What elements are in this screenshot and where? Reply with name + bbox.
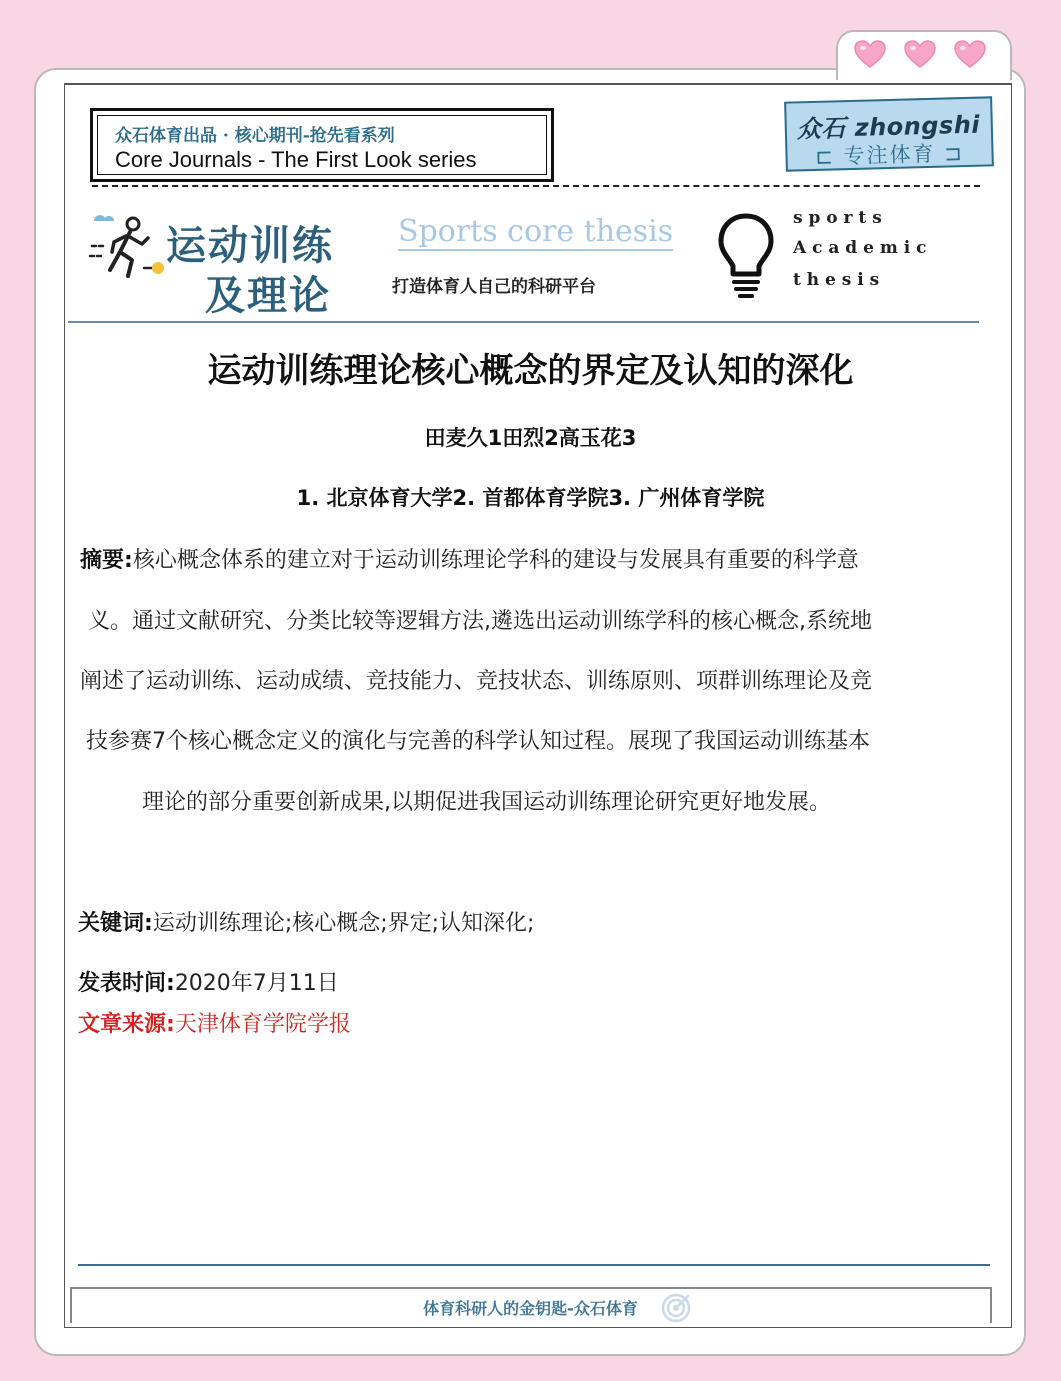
abstract-line-4: 技参赛7个核心概念定义的演化与完善的科学认知过程。展现了我国运动训练基本 (86, 729, 870, 754)
runner-icon (88, 206, 168, 286)
abstract-line-1 (80, 543, 859, 574)
abstract-line-3: 阐述了运动训练、运动成绩、竞技能力、竞技状态、训练原则、项群训练理论及竞 (80, 669, 873, 694)
date-row (78, 966, 339, 997)
dashed-divider (92, 185, 980, 187)
keywords-row (78, 906, 534, 937)
english-title: Sports core thesis (398, 214, 674, 249)
source-value: 天津体育学院学报 (174, 1012, 351, 1037)
series-title-en: Core Journals - The First Look series (115, 147, 477, 172)
abstract-text: 核心概念体系的建立对于运动训练理论学科的建设与发展具有重要的科学意 (132, 548, 859, 573)
date-value: 2020年7月11日 (174, 971, 339, 996)
logo-brand: 众石 zhongshi (796, 110, 981, 144)
lightbulb-icon (716, 212, 776, 300)
side-text-academic: A c a d e m i c (793, 238, 927, 258)
heart-icon (954, 40, 986, 68)
article-title: 运动训练理论核心概念的界定及认知的深化 (207, 351, 854, 391)
source-label: 文章来源: (78, 1012, 175, 1037)
abstract-line-5: 理论的部分重要创新成果,以期促进我国运动训练理论研究更好地发展。 (142, 790, 831, 815)
target-icon (660, 1291, 692, 1323)
section-title-line2: 及理论 (205, 273, 331, 319)
side-text-sports: s p o r t s (793, 208, 882, 228)
side-text-thesis: t h e s i s (793, 270, 880, 290)
series-title-cn: 众石体育出品 · 核心期刊-抢先看系列 (115, 126, 395, 146)
source-row (78, 1007, 351, 1038)
series-banner (90, 108, 554, 182)
article-authors: 田麦久1田烈2高玉花3 (424, 426, 637, 450)
heart-icon (854, 40, 886, 68)
heart-icon (904, 40, 936, 68)
slogan: 打造体育人自己的科研平台 (392, 277, 596, 297)
keywords-value: 运动训练理论;核心概念;界定;认知深化; (152, 911, 535, 936)
article-affiliations: 1. 北京体育大学2. 首都体育学院3. 广州体育学院 (296, 486, 765, 510)
footer-divider (78, 1264, 990, 1266)
abstract-label: 摘要: (80, 548, 133, 573)
header-divider (68, 321, 979, 323)
zhongshi-logo (784, 96, 994, 171)
date-label: 发表时间: (78, 971, 175, 996)
footer-slogan: 体育科研人的金钥匙-众石体育 (423, 1299, 638, 1318)
section-title-line1: 运动训练 (166, 223, 334, 269)
logo-tagline: ⊏ 专注体育 ⊐ (814, 141, 965, 169)
keywords-label: 关键词: (78, 911, 153, 936)
abstract-line-2: 义。通过文献研究、分类比较等逻辑方法,遴选出运动训练学科的核心概念,系统地 (88, 609, 872, 634)
